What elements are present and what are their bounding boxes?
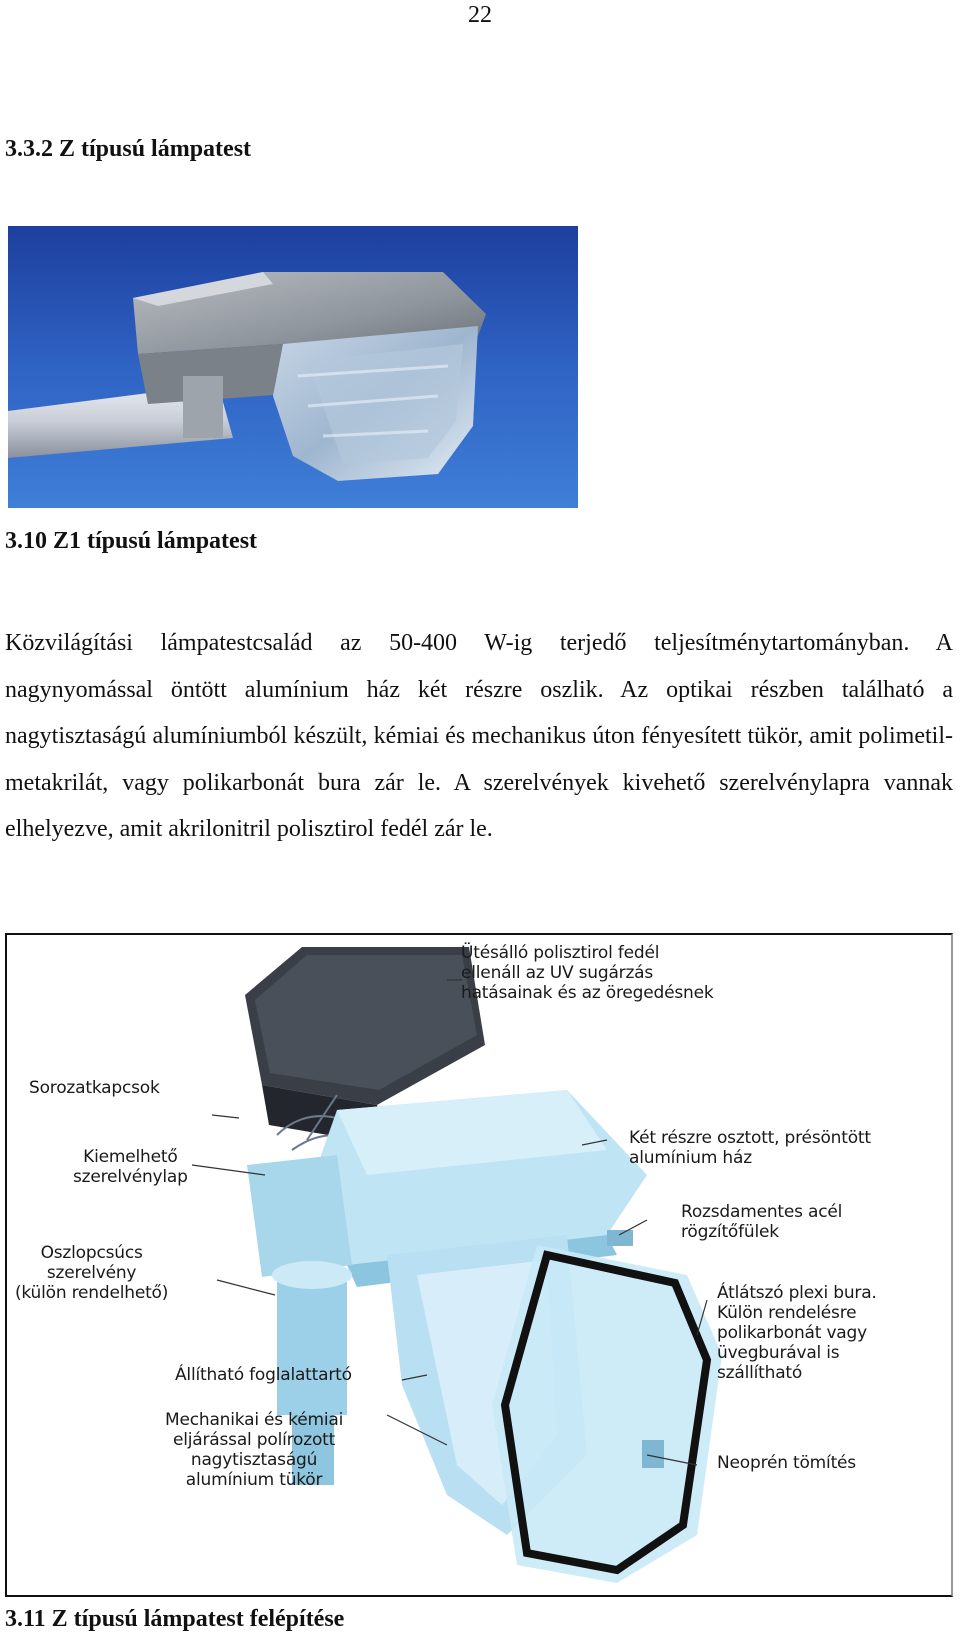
label-reflector: Mechanikai és kémiai eljárással polírozott nagytisztaságú alumínium tükör (165, 1410, 344, 1490)
street-lamp-photo (8, 226, 578, 508)
label-cover: Ütésálló polisztirol fedél ellenáll az UV sugárzás hatásainak és az öregedésnek (461, 943, 714, 1003)
label-clips: Rozsdamentes acél rögzítőfülek (681, 1202, 843, 1242)
figure-caption: 3.10 Z1 típusú lámpatest (5, 528, 258, 554)
label-mounting-plate: Kiemelhető szerelvénylap (73, 1147, 188, 1187)
label-pole-socket: Oszlopcsúcs szerelvény (külön rendelhető) (15, 1243, 169, 1303)
exploded-lamp-diagram (5, 933, 953, 1597)
body-paragraph: Közvilágítási lámpatestcsalád az 50-400 W-ig terjedő teljesítménytartományban. A nagynyomással öntött alumínium ház két részre oszlik. Az optikai részben található a nagytisztaságú alumíniumból készült, kémiai és mechanikus úton fényesített tükör, amit polimetil-metakrilát, vagy polikarbonát bura zár le. A szerelvények kivehető szerelvénylapra vannak elhelyezve, amit akrilonitril polisztirol fedél zár le. (5, 630, 953, 842)
label-lamp-holder: Állítható foglalattartó (175, 1365, 352, 1385)
figure-caption: 3.11 Z típusú lámpatest felépítése (5, 1606, 345, 1632)
label-housing: Két részre osztott, présöntött alumínium ház (629, 1128, 871, 1168)
label-gasket: Neoprén tömítés (717, 1453, 856, 1473)
lamp-photo-illustration (8, 226, 578, 508)
section-heading: 3.3.2 Z típusú lámpatest (5, 136, 252, 162)
label-globe: Átlátszó plexi bura. Külön rendelésre polikarbonát vagy üvegburával is szállítható (717, 1283, 877, 1383)
page-number: 22 (468, 2, 492, 28)
label-terminal-block: Sorozatkapcsok (29, 1078, 160, 1098)
